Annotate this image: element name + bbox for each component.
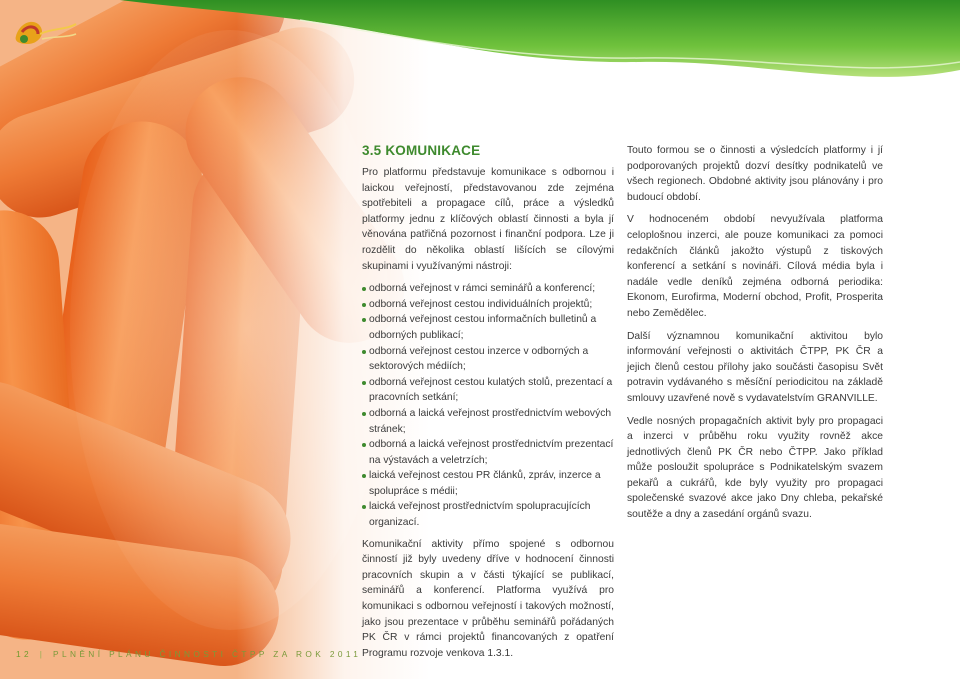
list-item: odborná veřejnost cestou individuálních projektů;: [362, 297, 614, 313]
main-text-column: [362, 143, 614, 668]
page-footer: [16, 649, 361, 659]
body-paragraph: V hodnoceném období nevyužívala platforma celoplošnou inzerci, ale pouze komunikaci za pomoci redakčních článků jakožto výstupů z tiskových konferencí a setkání s novináři. Cílová média byla i nadále vedle deníků zejména odborná periodika: Ekonom, Eurofirma, Moderní obchod, Profit, Prosperita nebo Zemědělec.: [627, 214, 883, 319]
body-paragraph: Vedle nosných propagačních aktivit byly pro propagaci a inzerci v průběhu roku využity rovněž akce jednotlivých členů PK ČR nebo ČTPP. Jako příklad může posloužit spolupráce s Podnikatelským svazem pekařů a cukrářů, kde byly využity pro propagaci společenské svazové akce jako Dny chleba, pekařské soutěže a dny a zasedání orgánů svazu.: [627, 415, 883, 521]
list-item: odborná a laická veřejnost prostřednictvím webových stránek;: [362, 406, 614, 437]
footer-separator: |: [39, 649, 46, 659]
platform-logo: [10, 12, 82, 52]
list-item: laická veřejnost cestou PR článků, zpráv, inzerce a spolupráce s médii;: [362, 468, 614, 499]
communication-areas-list: [362, 281, 614, 531]
list-item: laická veřejnost prostřednictvím spolupracujících organizací.: [362, 499, 614, 530]
body-paragraph: Touto formou se o činnosti a výsledcích platformy i jí podporovaných projektů dozví desítky podnikatelů ve všech regionech. Obdobné aktivity jsou plánovány i pro budoucí období.: [627, 145, 883, 203]
section-heading: 3.5 KOMUNIKACE: [362, 143, 481, 158]
body-paragraph: Další významnou komunikační aktivitou bylo informování veřejnosti o aktivitách ČTPP, PK ČR a jejich členů cestou přílohy jako součásti časopisu Svět potravin vydávaného s měsíční periodicitou na základě smlouvy uzavřené nově s vydavatelstvím GRANVILLE.: [627, 330, 883, 404]
list-item: odborná veřejnost cestou informačních bulletinů a odborných publikací;: [362, 312, 614, 343]
intro-paragraph: Pro platformu představuje komunikace s odbornou i laickou veřejností, představovanou zde zejména spotřebiteli a propagace cílů, práce a výsledků platformy jednu z klíčových oblastí činnosti a byla jí věnována patřičná pozornost i finanční podpora. Lze ji rozdělit do několika oblastí lišících se cílovými skupinami i využívanými nástroji:: [362, 167, 614, 272]
list-item: odborná veřejnost cestou kulatých stolů, prezentací a pracovních setkání;: [362, 375, 614, 406]
page-number: 12: [16, 649, 33, 659]
list-item: odborná a laická veřejnost prostřednictvím prezentací na výstavách a veletrzích;: [362, 437, 614, 468]
closing-paragraph: Komunikační aktivity přímo spojené s odbornou činností již byly uvedeny dříve v hodnocení činnosti pracovních skupin a v části týkající se publikací, seminářů a konferencí. Platforma využívá pro komunikaci s odbornou veřejností i takových možností, jako jsou prezentace v průběhu seminářů pořádaných PK ČR v rámci projektů financovaných z opatření Programu rozvoje venkova 1.3.1.: [362, 538, 614, 659]
footer-title: PLNĚNÍ PLÁNU ČINNOSTI ČTPP ZA ROK 2011: [53, 649, 362, 659]
list-item: odborná veřejnost v rámci seminářů a konferencí;: [362, 281, 614, 297]
right-text-column: [627, 143, 883, 530]
list-item: odborná veřejnost cestou inzerce v odborných a sektorových médiích;: [362, 344, 614, 375]
